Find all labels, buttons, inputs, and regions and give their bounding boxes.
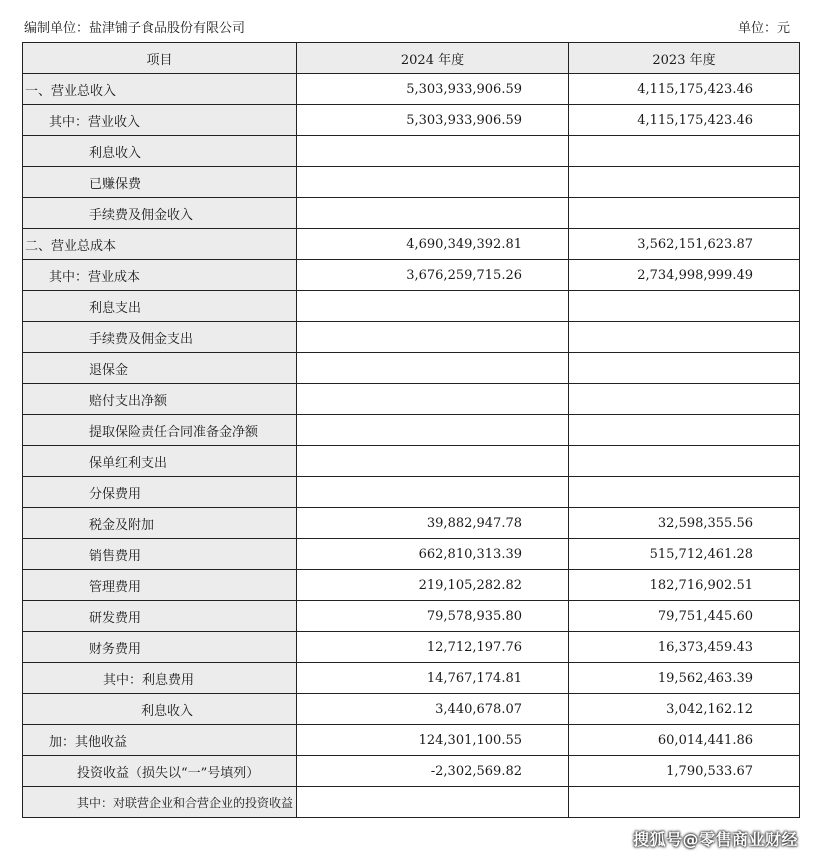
previous-year-value: 182,716,902.51 <box>569 570 800 601</box>
current-year-value <box>297 477 569 508</box>
current-year-value <box>297 136 569 167</box>
column-header-current-year: 2024 年度 <box>297 43 569 74</box>
table-row <box>23 260 800 291</box>
row-label: 保单红利支出 <box>23 446 297 477</box>
table-row <box>23 167 800 198</box>
row-label: 二、营业总成本 <box>23 229 297 260</box>
current-year-value <box>297 167 569 198</box>
current-year-value <box>297 415 569 446</box>
table-row <box>23 787 800 818</box>
row-label: 管理费用 <box>23 570 297 601</box>
current-year-value <box>297 291 569 322</box>
table-row <box>23 756 800 787</box>
table-row <box>23 539 800 570</box>
current-year-value: 124,301,100.55 <box>297 725 569 756</box>
previous-year-value: 2,734,998,999.49 <box>569 260 800 291</box>
current-year-value: 662,810,313.39 <box>297 539 569 570</box>
column-header-item: 项目 <box>23 43 297 74</box>
table-row <box>23 229 800 260</box>
table-row <box>23 601 800 632</box>
current-year-value: 5,303,933,906.59 <box>297 105 569 136</box>
row-label: 分保费用 <box>23 477 297 508</box>
company-label: 编制单位：盐津铺子食品股份有限公司 <box>24 21 246 36</box>
current-year-value: 14,767,174.81 <box>297 663 569 694</box>
previous-year-value: 3,042,162.12 <box>569 694 800 725</box>
row-label: 利息支出 <box>23 291 297 322</box>
current-year-value: 5,303,933,906.59 <box>297 74 569 105</box>
row-label: 提取保险责任合同准备金净额 <box>23 415 297 446</box>
source-watermark: 搜狐号@零售商业财经 <box>632 830 798 849</box>
previous-year-value <box>569 477 800 508</box>
previous-year-value: 60,014,441.86 <box>569 725 800 756</box>
table-row <box>23 322 800 353</box>
current-year-value <box>297 787 569 818</box>
table-row <box>23 198 800 229</box>
previous-year-value: 79,751,445.60 <box>569 601 800 632</box>
current-year-value: 4,690,349,392.81 <box>297 229 569 260</box>
row-label: 加：其他收益 <box>23 725 297 756</box>
previous-year-value: 3,562,151,623.87 <box>569 229 800 260</box>
current-year-value <box>297 384 569 415</box>
column-header-previous-year: 2023 年度 <box>569 43 800 74</box>
table-row <box>23 353 800 384</box>
previous-year-value <box>569 198 800 229</box>
previous-year-value: 1,790,533.67 <box>569 756 800 787</box>
previous-year-value: 32,598,355.56 <box>569 508 800 539</box>
row-label: 利息收入 <box>23 694 297 725</box>
income-statement-table <box>22 42 800 818</box>
current-year-value <box>297 446 569 477</box>
report-header <box>24 17 790 37</box>
previous-year-value <box>569 384 800 415</box>
table-row <box>23 632 800 663</box>
row-label: 利息收入 <box>23 136 297 167</box>
table-row <box>23 508 800 539</box>
previous-year-value <box>569 353 800 384</box>
table-row <box>23 663 800 694</box>
current-year-value <box>297 353 569 384</box>
row-label: 投资收益（损失以“一”号填列） <box>23 756 297 787</box>
row-label: 一、营业总收入 <box>23 74 297 105</box>
row-label: 退保金 <box>23 353 297 384</box>
table-row <box>23 446 800 477</box>
current-year-value: -2,302,569.82 <box>297 756 569 787</box>
current-year-value: 79,578,935.80 <box>297 601 569 632</box>
current-year-value: 219,105,282.82 <box>297 570 569 601</box>
current-year-value: 3,440,678.07 <box>297 694 569 725</box>
previous-year-value: 515,712,461.28 <box>569 539 800 570</box>
table-row <box>23 694 800 725</box>
previous-year-value: 4,115,175,423.46 <box>569 74 800 105</box>
current-year-value: 39,882,947.78 <box>297 508 569 539</box>
previous-year-value <box>569 322 800 353</box>
table-row <box>23 291 800 322</box>
row-label: 销售费用 <box>23 539 297 570</box>
table-row <box>23 74 800 105</box>
previous-year-value <box>569 291 800 322</box>
row-label: 其中：利息费用 <box>23 663 297 694</box>
current-year-value: 12,712,197.76 <box>297 632 569 663</box>
table-row <box>23 105 800 136</box>
row-label: 已赚保费 <box>23 167 297 198</box>
previous-year-value <box>569 136 800 167</box>
previous-year-value <box>569 167 800 198</box>
previous-year-value: 19,562,463.39 <box>569 663 800 694</box>
previous-year-value <box>569 415 800 446</box>
previous-year-value: 16,373,459.43 <box>569 632 800 663</box>
table-row <box>23 477 800 508</box>
table-row <box>23 725 800 756</box>
current-year-value: 3,676,259,715.26 <box>297 260 569 291</box>
row-label: 手续费及佣金支出 <box>23 322 297 353</box>
previous-year-value <box>569 787 800 818</box>
row-label: 手续费及佣金收入 <box>23 198 297 229</box>
table-row <box>23 570 800 601</box>
row-label: 其中：对联营企业和合营企业的投资收益 <box>23 787 297 818</box>
table-row <box>23 415 800 446</box>
table-header-row <box>23 43 800 74</box>
row-label: 税金及附加 <box>23 508 297 539</box>
table-row <box>23 384 800 415</box>
currency-unit-label: 单位：元 <box>737 21 790 36</box>
previous-year-value: 4,115,175,423.46 <box>569 105 800 136</box>
current-year-value <box>297 322 569 353</box>
row-label: 赔付支出净额 <box>23 384 297 415</box>
row-label: 研发费用 <box>23 601 297 632</box>
current-year-value <box>297 198 569 229</box>
row-label: 其中：营业收入 <box>23 105 297 136</box>
row-label: 其中：营业成本 <box>23 260 297 291</box>
table-row <box>23 136 800 167</box>
previous-year-value <box>569 446 800 477</box>
row-label: 财务费用 <box>23 632 297 663</box>
